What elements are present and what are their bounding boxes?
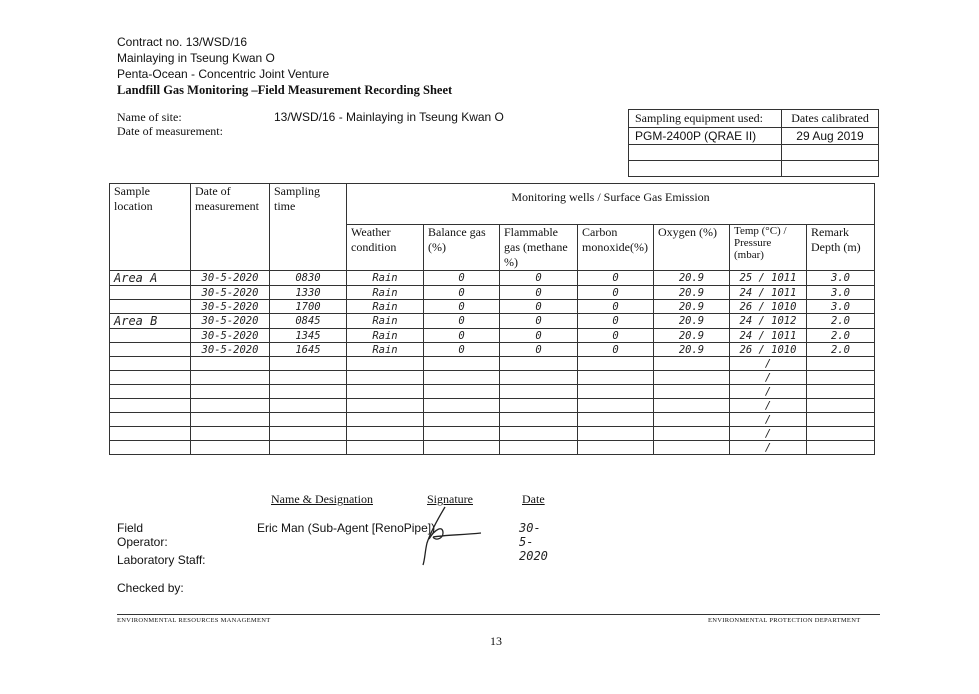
cell-flammable-gas (500, 413, 578, 427)
contract-number: Contract no. 13/WSD/16 (117, 35, 248, 49)
contractor-name: Penta-Ocean - Concentric Joint Venture (117, 67, 330, 81)
cell-flammable-gas: 0 (500, 286, 578, 300)
site-name-value: 13/WSD/16 - Mainlaying in Tseung Kwan O (274, 110, 504, 124)
equipment-empty-cell (629, 161, 782, 177)
cell-temp-pressure: 26 / 1010 (730, 343, 807, 357)
cell-temp-pressure: / (730, 385, 807, 399)
header-measurement-date: Date of measurement (191, 184, 270, 271)
cell-sampling-time (270, 441, 347, 455)
cell-temp-pressure: 24 / 1011 (730, 329, 807, 343)
cell-balance-gas (424, 371, 500, 385)
cell-oxygen: 20.9 (654, 314, 730, 329)
calibrated-header: Dates calibrated (782, 110, 879, 128)
cell-measurement-date: 30-5-2020 (191, 300, 270, 314)
cell-weather: Rain (347, 343, 424, 357)
cell-carbon-monoxide: 0 (578, 314, 654, 329)
cell-sample-location (110, 329, 191, 343)
cell-measurement-date: 30-5-2020 (191, 286, 270, 300)
header-carbon-monoxide: Carbon monoxide(%) (578, 225, 654, 271)
cell-oxygen: 20.9 (654, 286, 730, 300)
cell-weather (347, 427, 424, 441)
cell-carbon-monoxide: 0 (578, 271, 654, 286)
field-operator-label: Field Operator: (117, 521, 168, 549)
table-row (110, 413, 875, 427)
cell-sampling-time: 0845 (270, 314, 347, 329)
header-oxygen: Oxygen (%) (654, 225, 730, 271)
cell-balance-gas: 0 (424, 343, 500, 357)
cell-measurement-date (191, 427, 270, 441)
cell-remark-depth (807, 413, 875, 427)
cell-weather: Rain (347, 300, 424, 314)
cell-temp-pressure: / (730, 427, 807, 441)
cell-remark-depth: 3.0 (807, 286, 875, 300)
cell-carbon-monoxide (578, 399, 654, 413)
cell-flammable-gas (500, 357, 578, 371)
field-operator-date: 30-5-2020 (519, 521, 548, 563)
cell-sample-location (110, 357, 191, 371)
cell-balance-gas: 0 (424, 329, 500, 343)
cell-flammable-gas: 0 (500, 343, 578, 357)
footer-divider (117, 614, 880, 615)
cell-temp-pressure: / (730, 357, 807, 371)
header-sampling-time: Sampling time (270, 184, 347, 271)
cell-measurement-date (191, 385, 270, 399)
cell-sampling-time (270, 385, 347, 399)
cell-temp-pressure: / (730, 371, 807, 385)
header-remark-depth: Remark Depth (m) (807, 225, 875, 271)
cell-temp-pressure: / (730, 441, 807, 455)
cell-flammable-gas: 0 (500, 271, 578, 286)
cell-balance-gas (424, 399, 500, 413)
cell-measurement-date: 30-5-2020 (191, 329, 270, 343)
cell-weather (347, 399, 424, 413)
cell-temp-pressure: 25 / 1011 (730, 271, 807, 286)
cell-carbon-monoxide (578, 357, 654, 371)
cell-flammable-gas: 0 (500, 314, 578, 329)
cell-oxygen: 20.9 (654, 343, 730, 357)
cell-remark-depth (807, 399, 875, 413)
cell-remark-depth: 3.0 (807, 271, 875, 286)
cell-oxygen (654, 441, 730, 455)
cell-carbon-monoxide: 0 (578, 286, 654, 300)
cell-temp-pressure: 26 / 1010 (730, 300, 807, 314)
header-sample-location: Sample location (110, 184, 191, 271)
cell-oxygen (654, 371, 730, 385)
cell-sampling-time (270, 427, 347, 441)
signoff-header-signature: Signature (427, 492, 473, 506)
cell-sampling-time (270, 371, 347, 385)
cell-sampling-time (270, 413, 347, 427)
cell-measurement-date: 30-5-2020 (191, 314, 270, 329)
cell-oxygen (654, 385, 730, 399)
header-flammable-gas: Flammable gas (methane %) (500, 225, 578, 271)
header-monitoring-group: Monitoring wells / Surface Gas Emission (347, 184, 875, 225)
page-number: 13 (490, 634, 502, 648)
site-name-label: Name of site: (117, 110, 182, 124)
cell-carbon-monoxide: 0 (578, 329, 654, 343)
cell-sampling-time: 1700 (270, 300, 347, 314)
cell-carbon-monoxide: 0 (578, 300, 654, 314)
cell-sampling-time (270, 399, 347, 413)
measurement-rows (110, 271, 875, 455)
equipment-empty-cell (782, 145, 879, 161)
sheet-title: Landfill Gas Monitoring –Field Measurement Recording Sheet (117, 83, 453, 97)
cell-balance-gas (424, 413, 500, 427)
cell-balance-gas (424, 357, 500, 371)
footer-left: ENVIRONMENTAL RESOURCES MANAGEMENT (117, 617, 271, 624)
cell-remark-depth: 2.0 (807, 314, 875, 329)
cell-oxygen (654, 427, 730, 441)
table-row (110, 427, 875, 441)
cell-flammable-gas (500, 385, 578, 399)
equipment-model: PGM-2400P (QRAE II) (629, 128, 782, 145)
cell-weather (347, 371, 424, 385)
cell-sample-location (110, 300, 191, 314)
cell-weather: Rain (347, 314, 424, 329)
cell-carbon-monoxide (578, 427, 654, 441)
header-balance-gas: Balance gas (%) (424, 225, 500, 271)
cell-oxygen (654, 399, 730, 413)
cell-oxygen: 20.9 (654, 271, 730, 286)
cell-balance-gas: 0 (424, 286, 500, 300)
cell-flammable-gas (500, 399, 578, 413)
table-row (110, 441, 875, 455)
field-operator-name: Eric Man (Sub-Agent [RenoPipe]) (257, 521, 436, 535)
header-weather: Weather condition (347, 225, 424, 271)
table-row (110, 371, 875, 385)
cell-remark-depth (807, 427, 875, 441)
cell-temp-pressure: / (730, 399, 807, 413)
cell-remark-depth (807, 385, 875, 399)
cell-balance-gas (424, 427, 500, 441)
cell-carbon-monoxide (578, 441, 654, 455)
cell-sample-location (110, 399, 191, 413)
cell-weather: Rain (347, 329, 424, 343)
cell-sample-location (110, 371, 191, 385)
measurement-date-label: Date of measurement: (117, 124, 223, 138)
cell-flammable-gas (500, 427, 578, 441)
cell-temp-pressure: 24 / 1011 (730, 286, 807, 300)
cell-measurement-date: 30-5-2020 (191, 343, 270, 357)
cell-sample-location: Area B (110, 314, 191, 329)
checked-by-label: Checked by: (117, 581, 184, 595)
cell-weather (347, 357, 424, 371)
cell-temp-pressure: / (730, 413, 807, 427)
site-info (117, 110, 504, 138)
cell-balance-gas: 0 (424, 271, 500, 286)
equipment-header: Sampling equipment used: (629, 110, 782, 128)
signature-mark (417, 499, 487, 569)
cell-remark-depth: 2.0 (807, 329, 875, 343)
cell-weather: Rain (347, 286, 424, 300)
calibration-date: 29 Aug 2019 (782, 128, 879, 145)
cell-balance-gas: 0 (424, 314, 500, 329)
equipment-empty-cell (782, 161, 879, 177)
cell-measurement-date: 30-5-2020 (191, 271, 270, 286)
cell-carbon-monoxide: 0 (578, 343, 654, 357)
cell-weather (347, 441, 424, 455)
cell-sample-location (110, 413, 191, 427)
cell-measurement-date (191, 441, 270, 455)
cell-balance-gas (424, 385, 500, 399)
cell-remark-depth (807, 357, 875, 371)
cell-sampling-time: 1345 (270, 329, 347, 343)
table-row (110, 385, 875, 399)
cell-sample-location (110, 343, 191, 357)
signoff-header-date: Date (522, 492, 545, 506)
cell-sampling-time (270, 357, 347, 371)
table-row (110, 357, 875, 371)
cell-sampling-time: 1330 (270, 286, 347, 300)
table-row (110, 271, 875, 286)
table-row (110, 329, 875, 343)
cell-flammable-gas: 0 (500, 300, 578, 314)
project-name: Mainlaying in Tseung Kwan O (117, 51, 275, 65)
cell-measurement-date (191, 399, 270, 413)
cell-weather (347, 413, 424, 427)
cell-oxygen (654, 357, 730, 371)
cell-balance-gas: 0 (424, 300, 500, 314)
cell-measurement-date (191, 357, 270, 371)
cell-sample-location (110, 427, 191, 441)
cell-sample-location (110, 441, 191, 455)
cell-sample-location (110, 385, 191, 399)
table-row (110, 343, 875, 357)
cell-flammable-gas: 0 (500, 329, 578, 343)
cell-sample-location: Area A (110, 271, 191, 286)
table-row (110, 399, 875, 413)
cell-weather: Rain (347, 271, 424, 286)
cell-balance-gas (424, 441, 500, 455)
cell-oxygen (654, 413, 730, 427)
equipment-empty-cell (629, 145, 782, 161)
cell-carbon-monoxide (578, 371, 654, 385)
equipment-table (628, 109, 879, 177)
table-row (110, 286, 875, 300)
cell-remark-depth (807, 441, 875, 455)
cell-flammable-gas (500, 371, 578, 385)
laboratory-staff-label: Laboratory Staff: (117, 553, 206, 567)
document-header (117, 34, 452, 98)
cell-remark-depth: 2.0 (807, 343, 875, 357)
signoff-header-name: Name & Designation (271, 492, 373, 506)
cell-remark-depth (807, 371, 875, 385)
cell-sampling-time: 0830 (270, 271, 347, 286)
footer-right: ENVIRONMENTAL PROTECTION DEPARTMENT (708, 617, 861, 624)
cell-measurement-date (191, 371, 270, 385)
header-temp-pressure: Temp (°C) / Pressure (mbar) (730, 225, 807, 271)
cell-flammable-gas (500, 441, 578, 455)
measurement-table (109, 183, 875, 455)
cell-oxygen: 20.9 (654, 329, 730, 343)
cell-sampling-time: 1645 (270, 343, 347, 357)
cell-carbon-monoxide (578, 413, 654, 427)
cell-remark-depth: 3.0 (807, 300, 875, 314)
cell-carbon-monoxide (578, 385, 654, 399)
cell-sample-location (110, 286, 191, 300)
cell-oxygen: 20.9 (654, 300, 730, 314)
table-row (110, 314, 875, 329)
cell-weather (347, 385, 424, 399)
cell-measurement-date (191, 413, 270, 427)
cell-temp-pressure: 24 / 1012 (730, 314, 807, 329)
table-row (110, 300, 875, 314)
